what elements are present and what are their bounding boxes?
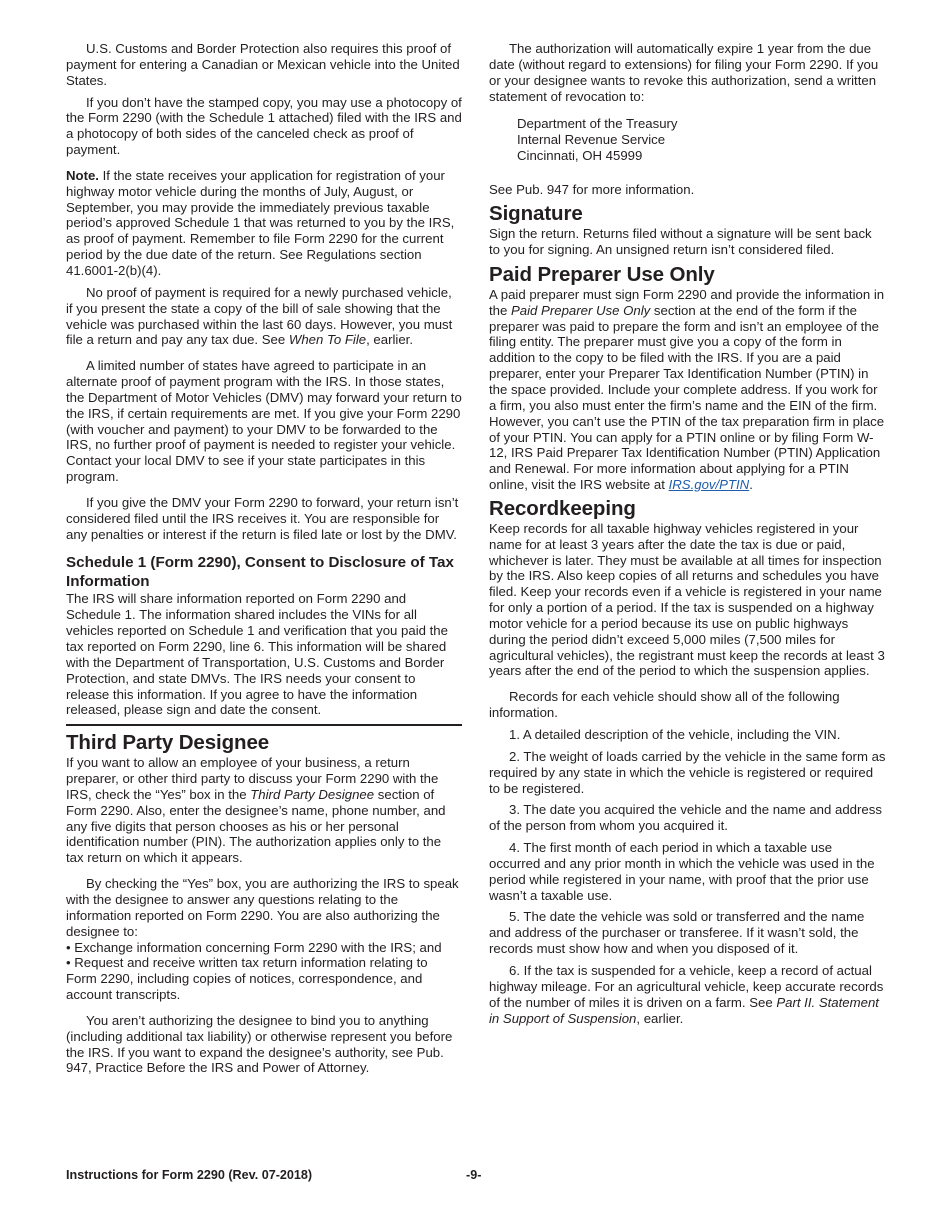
- bullet-request-info: • Request and receive written tax return information relating to Form 2290, including copies of notices, correspondence, and account transcripts.: [66, 955, 428, 1003]
- signature-heading: Signature: [489, 202, 583, 226]
- record-item-1: 1. A detailed description of the vehicle, including the VIN.: [509, 727, 841, 742]
- note-paragraph: [66, 168, 462, 279]
- irs-address-block: [517, 116, 886, 164]
- note-text: If the state receives your application for registration of your highway motor vehicle during the months of July, August, or September, you may provide the immediately previous taxable period’s approved Schedule 1 that was returned to you by the IRS, as proof of payment. Remember to file Form 2290 for the current period by the due date of the return. See Regulations section 41.6001-2(b)(4).: [66, 167, 455, 278]
- address-line-3: Cincinnati, OH 45999: [517, 148, 643, 164]
- address-line-1: Department of the Treasury: [517, 116, 678, 132]
- preparer-text-c: .: [749, 477, 753, 493]
- note-label: Note.: [66, 167, 99, 183]
- alternate-proof-paragraph: A limited number of states have agreed to participate in an alternate proof of payment program with the IRS. In those states, the Department of Motor Vehicles (DMV) may forward your return to the IRS, if certain requirements are met. If you give your Form 2290 (with voucher and payment) to your DMV to be forwarded to the IRS, no further proof of payment is needed to register your vehicle. Contact your local DMV to see if your state participates in this program.: [66, 358, 462, 485]
- tpd-paragraph-3: You aren’t authorizing the designee to bind you to anything (including additional tax liability) or otherwise represent you before the IRS. If you want to expand the designee’s authority, see Pub. 947, Practice Before the IRS and Power of Attorney.: [66, 1012, 453, 1076]
- preparer-text-a: A paid preparer must sign Form 2290 and provide the information in the: [489, 286, 885, 318]
- paid-preparer-text: [489, 287, 886, 493]
- paid-preparer-heading: Paid Preparer Use Only: [489, 262, 715, 286]
- tpd-paragraph-2: By checking the “Yes” box, you are authorizing the IRS to speak with the designee to answer any questions relating to the information reported on Form 2290. You are also authorizing the designee to:: [66, 876, 459, 939]
- tpd-text-b: section of Form 2290. Also, enter the designee’s name, phone number, and any five digits that person chooses as his or her personal identification number (PIN). The authorization applies only to the tax return on which it appears.: [66, 786, 446, 866]
- right-column: [489, 41, 886, 1026]
- record-item-6: [489, 963, 886, 1026]
- recordkeeping-text: Keep records for all taxable highway vehicles registered in your name for at least 3 years after the date the tax is due or paid, whichever is later. They must be available at all times for inspection by the IRS. Also keep copies of all returns and schedules you have filed. Keep your records even if a vehicle is registered in your name for only a portion of a period. If the tax is suspended on a highway motor vehicle for a period because its use on public highways during the period didn’t exceed 5,000 miles (7,500 miles for agricultural vehicles), the registrant must keep the records at least 3 years after the end of the period to which the suspension applies.: [489, 520, 885, 679]
- footer-page-number: -9-: [466, 1168, 482, 1182]
- record-item-6-end: , earlier.: [636, 1010, 684, 1026]
- irs-ptin-link[interactable]: IRS.gov/PTIN: [668, 477, 750, 493]
- third-party-designee-heading: Third Party Designee: [66, 731, 270, 755]
- schedule-consent-heading: Schedule 1 (Form 2290), Consent to Disclosure of Tax Information: [66, 554, 454, 590]
- tpd-paragraph-1: [66, 755, 462, 866]
- record-item-4: 4. The first month of each period in which a taxable use occurred and any prior month in which the vehicle was used in the period while registered in your name, with proof that the prior use wasn’t a taxable use.: [489, 840, 875, 903]
- third-party-section-rule: [66, 724, 462, 755]
- tpd-ref: Third Party Designee: [250, 786, 375, 802]
- preparer-ref: Paid Preparer Use Only: [511, 302, 651, 318]
- preparer-text-b: section at the end of the form if the preparer was paid to prepare the form and isn’t an employee of the filing entity. The preparer must give you a copy of the form in addition to the copy to be filed with the IRS. If you are a paid preparer, enter your Preparer Tax Identification Number (PTIN) in the space provided. Include your complete address. If you work for a firm, you also must enter the firm’s name and the EIN of the firm. However, you can’t use the PTIN of the tax preparation firm in place of your PTIN. You can apply for a PTIN online or by filing Form W-12, IRS Paid Preparer Tax Identification Number (PTIN) Application and Renewal. For more information about applying for a PTIN online, visit the IRS website at: [489, 302, 885, 493]
- record-item-2: 2. The weight of loads carried by the vehicle in the same form as required by any state in which the vehicle is registered or required to be registered.: [489, 748, 886, 796]
- record-item-5: 5. The date the vehicle was sold or transferred and the name and address of the purchaser or transferee. If it wasn’t sold, the records must show how and when you disposed of it.: [489, 909, 865, 957]
- photocopy-paragraph: If you don’t have the stamped copy, you may use a photocopy of the Form 2290 (with the Schedule 1 attached) filed with the IRS and a photocopy of both sides of the canceled check as proof of payment.: [66, 94, 462, 158]
- records-intro: Records for each vehicle should show all of the following information.: [489, 689, 840, 721]
- new-vehicle-paragraph: [66, 285, 462, 348]
- bullet-exchange-info: • Exchange information concerning Form 2290 with the IRS; and: [66, 939, 442, 955]
- schedule-consent-text: The IRS will share information reported on Form 2290 and Schedule 1. The information shared includes the VINs for all vehicles reported on Schedule 1 and verification that you paid the tax reported on Form 2290, line 6. This information will be shared with the Department of Transportation, U.S. Customs and Border Protection, and state DMVs. The IRS needs your consent to release this information. If you agree to have the information released, please sign and date the consent.: [66, 591, 448, 718]
- customs-paragraph: U.S. Customs and Border Protection also requires this proof of payment for entering a Canadian or Mexican vehicle into the United States.: [66, 41, 460, 88]
- record-item-6-text: 6. If the tax is suspended for a vehicle, keep a record of actual highway mileage. For an agricultural vehicle, keep accurate records of the number of miles it is driven on a farm. See: [489, 962, 884, 1010]
- see-pub-947: See Pub. 947 for more information.: [489, 182, 695, 198]
- signature-text: Sign the return. Returns filed without a signature will be sent back to you for signing. An unsigned return isn’t considered filed.: [489, 226, 872, 258]
- left-column: [66, 41, 462, 1076]
- tpd-text-a: If you want to allow an employee of your business, a return preparer, or other third party to discuss your Form 2290 with the IRS, check the “Yes” box in the: [66, 755, 439, 802]
- part-ii-ref: Part II. Statement in Support of Suspension: [489, 994, 879, 1026]
- new-vehicle-text-end: , earlier.: [366, 332, 414, 348]
- recordkeeping-heading: Recordkeeping: [489, 496, 636, 520]
- address-line-2: Internal Revenue Service: [517, 132, 666, 148]
- dmv-forward-paragraph: If you give the DMV your Form 2290 to forward, your return isn’t considered filed until the IRS receives it. You are responsible for any penalties or interest if the return is filed late or lost by the DMV.: [66, 494, 459, 542]
- new-vehicle-text: No proof of payment is required for a newly purchased vehicle, if you present the state a copy of the bill of sale showing that the vehicle was purchased within the last 60 days. However, you must file a return and pay any tax due. See: [66, 284, 453, 348]
- record-item-3: 3. The date you acquired the vehicle and the name and address of the person from whom you acquired it.: [489, 802, 882, 834]
- when-to-file-ref: When To File: [288, 332, 367, 348]
- footer-form-title: Instructions for Form 2290 (Rev. 07-2018): [66, 1168, 313, 1182]
- authorization-expiry-paragraph: The authorization will automatically expire 1 year from the due date (without regard to extensions) for filing your Form 2290. If you or your designee wants to revoke this authorization, send a written statement of revocation to:: [489, 41, 879, 104]
